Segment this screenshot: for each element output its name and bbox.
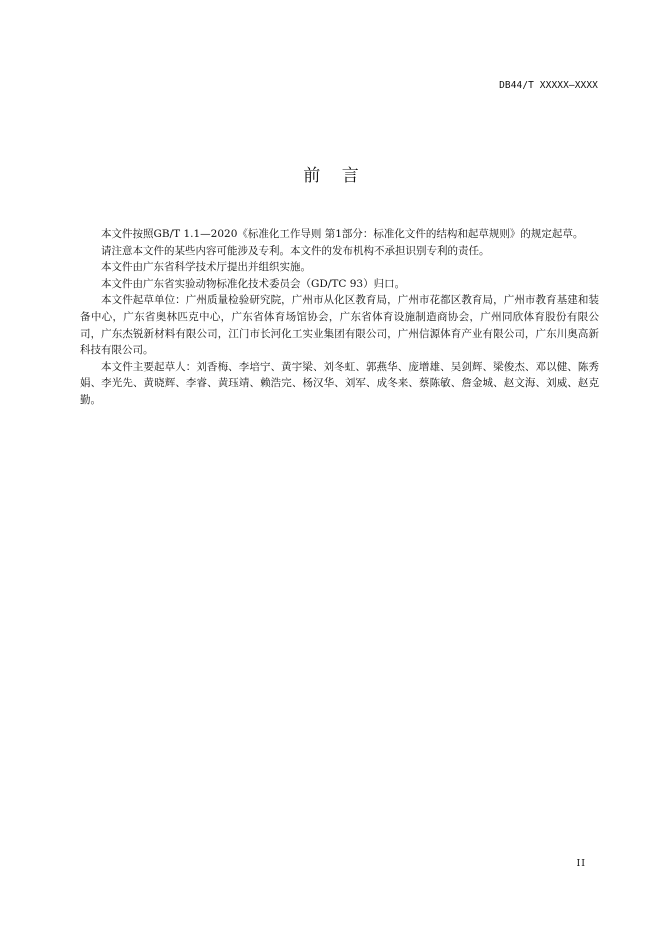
paragraph-drafting-rules: 本文件按照GB/T 1.1—2020《标准化工作导则 第1部分：标准化文件的结构和起草规则》的规定起草。 (101, 228, 584, 240)
document-body (80, 226, 599, 409)
paragraph-drafting-units: 本文件起草单位：广州质量检验研究院，广州市从化区教育局，广州市花都区教育局，广州市教育基建和装备中心，广东省奥林匹克中心，广东省体育场馆协会，广东省体育设施制造商协会，广州同欣体育股份有限公司，广东杰锐新材料有限公司，江门市长河化工实业集团有限公司，广州信源体育产业有限公司，广东川奥高新科技有限公司。 (80, 294, 599, 357)
paragraph-proposer: 本文件由广东省科学技术厅提出并组织实施。 (101, 261, 311, 274)
paragraph-administrator: 本文件由广东省实验动物标准化技术委员会（GD/TC 93）归口。 (101, 277, 406, 290)
page-number: II (576, 858, 586, 869)
paragraph-patent-notice: 请注意本文件的某些内容可能涉及专利。本文件的发布机构不承担识别专利的责任。 (101, 244, 490, 257)
document-code: DB44/T XXXXX—XXXX (499, 80, 598, 91)
paragraph-main-drafters: 本文件主要起草人：刘香梅、李培宁、黄宇梁、刘冬虹、郭燕华、庞增雄、吴剑辉、梁俊杰、邓以健、陈秀娟、李光先、黄晓辉、李睿、黄珏靖、赖浩完、杨汉华、刘军、成冬来、蔡陈敏、詹金城、赵文海、刘威、赵克勤。 (80, 360, 599, 406)
page-title: 前 言 (303, 166, 359, 186)
